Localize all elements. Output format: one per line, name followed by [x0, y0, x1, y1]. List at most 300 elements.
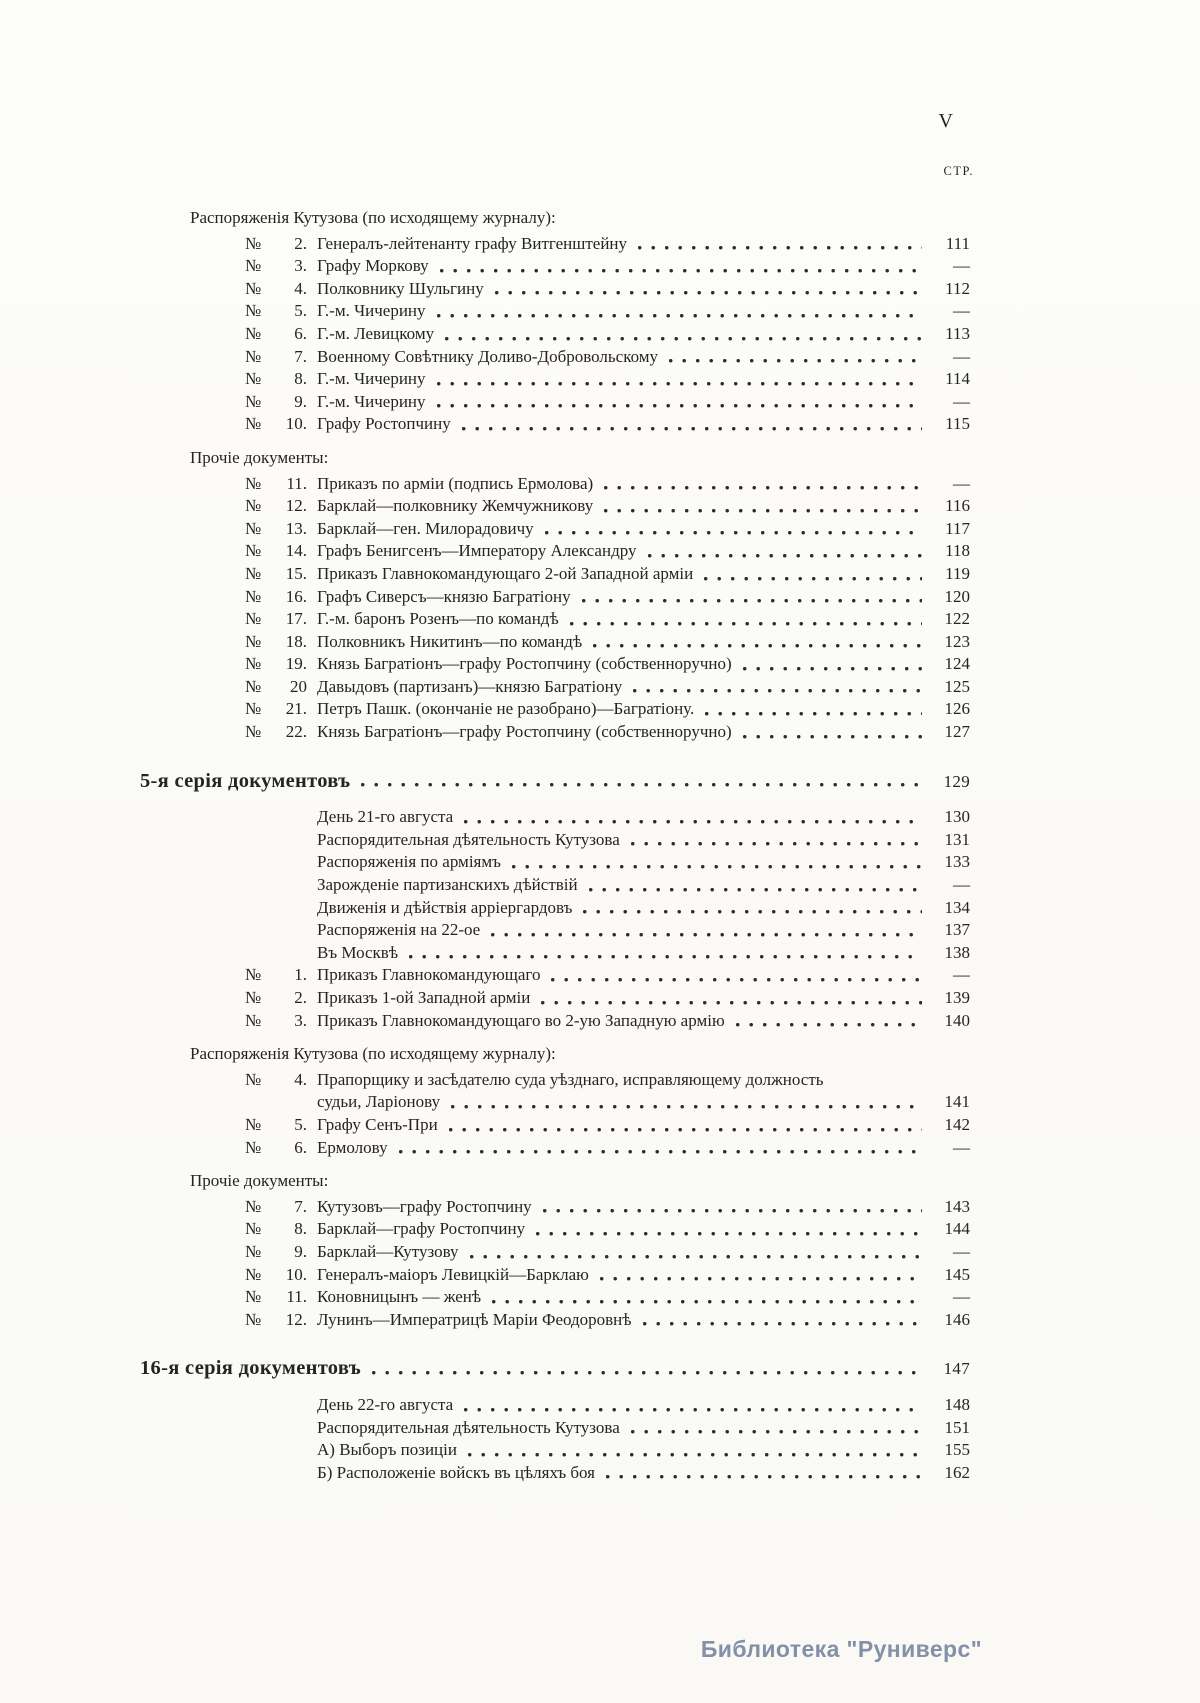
numero-sign: № [245, 563, 262, 583]
entry-number [245, 300, 307, 323]
entry-number-value: 8. [294, 1219, 307, 1239]
entry-page-number: 115 [945, 414, 970, 434]
entry-number [245, 676, 307, 699]
toc-entry [140, 1137, 970, 1160]
entry-title: Г.-м. Чичерину [317, 369, 426, 389]
dot-leader [409, 955, 922, 959]
entry-title: Кутузовъ—графу Ростопчину [317, 1196, 532, 1216]
entry-page-number: 120 [944, 586, 970, 606]
dot-leader [648, 554, 923, 558]
entry-title: День 22-го августа [317, 1394, 454, 1414]
entry-number [245, 391, 307, 414]
entry-number [245, 540, 307, 563]
table-of-contents [140, 196, 970, 1484]
library-watermark: Библиотека "Руниверс" [700, 1636, 982, 1662]
dot-leader [468, 1453, 922, 1457]
entry-number [245, 1286, 307, 1309]
entry-number-value: 3. [294, 1010, 307, 1030]
dot-leader [606, 1475, 922, 1479]
entry-page-number: 112 [945, 278, 970, 298]
toc-entry [140, 300, 970, 323]
toc-entry [140, 851, 970, 874]
toc-section [140, 1170, 970, 1331]
entry-page-number: 155 [944, 1440, 970, 1460]
entry-number-value: 18. [285, 631, 307, 651]
entry-number-value: 8. [294, 369, 307, 389]
toc-entry [140, 1069, 970, 1092]
entry-title: Прапорщику и засѣдателю суда уѣзднаго, исправляющему должность [317, 1069, 824, 1089]
dot-leader [704, 577, 922, 581]
toc-entry [140, 806, 970, 829]
dot-leader [541, 1001, 922, 1005]
numero-sign: № [245, 1137, 262, 1157]
entry-page-number: — [953, 1137, 970, 1157]
toc-entry [140, 897, 970, 920]
series-page-number: 129 [943, 771, 970, 791]
entry-page-number: 126 [944, 699, 970, 719]
entry-page-number: 162 [944, 1462, 970, 1482]
dot-leader [743, 667, 922, 671]
entry-page-number: 148 [944, 1394, 970, 1414]
entry-number-value: 12. [285, 1309, 307, 1329]
entry-title: Распоряженія на 22-ое [317, 920, 481, 940]
entry-number-value: 3. [294, 256, 307, 276]
entry-title: Барклай—графу Ростопчину [317, 1219, 526, 1239]
toc-section [140, 1043, 970, 1159]
toc-section [140, 207, 970, 436]
dot-leader [495, 291, 922, 295]
dot-leader [512, 865, 922, 869]
entry-number [245, 346, 307, 369]
toc-entry [140, 987, 970, 1010]
entry-page-number: 125 [944, 676, 970, 696]
toc-entry [140, 721, 970, 744]
numero-sign: № [245, 346, 262, 366]
entry-number-value: 10. [285, 1264, 307, 1284]
numero-sign: № [245, 1264, 262, 1284]
entry-number-value: 13. [285, 518, 307, 538]
numero-sign: № [245, 278, 262, 298]
entry-number [245, 586, 307, 609]
dot-leader [633, 689, 922, 693]
dot-leader [451, 1105, 922, 1109]
folio-page-number: V [938, 110, 954, 132]
entry-number [245, 608, 307, 631]
entry-page-number: 118 [945, 541, 970, 561]
entry-title: Полковнику Шульгину [317, 278, 484, 298]
entry-number-value: 11. [286, 473, 307, 493]
entry-page-number: 139 [944, 988, 970, 1007]
toc-entry [140, 698, 970, 721]
dot-leader [736, 1023, 922, 1027]
entry-number [245, 1196, 307, 1219]
entry-title: Графъ Сиверсъ—князю Багратіону [317, 586, 571, 606]
dot-leader [743, 735, 922, 739]
dot-leader [536, 1232, 922, 1236]
series-heading [140, 1357, 970, 1381]
dot-leader [604, 509, 922, 513]
toc-entry [140, 1309, 970, 1332]
entry-page-number: 138 [944, 942, 970, 962]
entry-page-number: 145 [944, 1264, 970, 1284]
entry-number [245, 473, 307, 496]
entry-title: Графу Ростопчину [317, 414, 451, 434]
dot-leader [643, 1322, 922, 1326]
entry-title: Приказъ Главнокомандующаго во 2-ую Западную армію [317, 1010, 725, 1030]
entry-title: Г.-м. Чичерину [317, 391, 426, 411]
dot-leader [464, 1408, 922, 1412]
entry-number [245, 255, 307, 278]
entry-page-number: — [953, 473, 970, 493]
entry-number-value: 9. [294, 391, 307, 411]
toc-entry [140, 964, 970, 987]
toc-entry [140, 368, 970, 391]
entry-number-value: 11. [286, 1287, 307, 1307]
entry-number [245, 1241, 307, 1264]
entry-title: Приказъ по арміи (подпись Ермолова) [317, 473, 594, 493]
numero-sign: № [245, 965, 262, 985]
entry-title: Князь Багратіонъ—графу Ростопчину (собственноручно) [317, 654, 732, 674]
entry-title: Г.-м. Левицкому [317, 323, 435, 343]
entry-number [245, 1114, 307, 1137]
entry-page-number: 134 [944, 897, 970, 917]
entry-number [245, 1309, 307, 1332]
dot-leader [604, 486, 922, 490]
entry-number [245, 1218, 307, 1241]
dot-leader [491, 933, 922, 937]
entry-title: Графу Сенъ-При [317, 1114, 438, 1134]
toc-entry [140, 391, 970, 414]
group-heading: Распоряженія Кутузова (по исходящему журналу): [190, 208, 556, 227]
entry-title: Приказъ Главнокомандующаго 2-ой Западной арміи [317, 563, 694, 583]
entry-number [245, 518, 307, 541]
toc-entry [140, 1010, 970, 1033]
toc-entry [140, 1394, 970, 1417]
entry-number-value: 5. [294, 1114, 307, 1134]
entry-number [245, 653, 307, 676]
entry-page-number: 133 [944, 852, 970, 872]
entry-page-number: 114 [945, 369, 970, 389]
dot-leader [589, 888, 922, 892]
entry-number [245, 1069, 307, 1092]
entry-number-value: 14. [285, 541, 307, 561]
entry-title: Въ Москвѣ [317, 942, 399, 962]
entry-number [245, 563, 307, 586]
entry-number-value: 20 [290, 676, 307, 696]
entry-page-number: 124 [944, 654, 970, 674]
entry-page-number: — [953, 301, 970, 321]
entry-title: Графу Моркову [317, 256, 429, 276]
entry-number [245, 278, 307, 301]
entry-page-number: 122 [944, 609, 970, 629]
entry-page-number: 140 [944, 1010, 970, 1030]
entry-number-value: 6. [294, 323, 307, 343]
numero-sign: № [245, 323, 262, 343]
entry-number-value: 7. [294, 1196, 307, 1216]
numero-sign: № [245, 301, 262, 321]
numero-sign: № [245, 1010, 262, 1030]
entry-number-value: 2. [294, 988, 307, 1007]
numero-sign: № [245, 233, 262, 253]
entry-number-value: 1. [294, 965, 307, 985]
dot-leader [543, 1209, 922, 1213]
entry-title: Полковникъ Никитинъ—по командѣ [317, 631, 583, 651]
entry-page-number: 119 [945, 563, 970, 583]
entry-title: Коновницынъ — женѣ [317, 1287, 482, 1307]
toc-entry [140, 563, 970, 586]
entry-page-number: 127 [944, 722, 970, 742]
toc-entry [140, 1218, 970, 1241]
entry-title: Лунинъ—Императрицѣ Маріи Феодоровнѣ [317, 1309, 632, 1329]
toc-section [140, 770, 970, 1033]
entry-page-number: — [953, 1241, 970, 1261]
toc-entry [140, 919, 970, 942]
entry-title: Графъ Бенигсенъ—Императору Александру [317, 541, 637, 561]
series-title: 5-я серія документовъ [140, 769, 351, 792]
entry-number-value: 4. [294, 278, 307, 298]
entry-page-number: 141 [944, 1092, 970, 1112]
entry-page-number: 146 [944, 1309, 970, 1329]
entry-page-number: — [953, 875, 970, 895]
numero-sign: № [245, 1069, 262, 1089]
entry-title: Петръ Пашк. (окончаніе не разобрано)—Багратіону. [317, 699, 695, 719]
dot-leader [440, 269, 922, 273]
toc-entry [140, 413, 970, 436]
entry-number-value: 19. [285, 654, 307, 674]
entry-title: А) Выборъ позиціи [317, 1440, 457, 1460]
entry-title: Г.-м. баронъ Розенъ—по командѣ [317, 609, 559, 629]
entry-number [245, 964, 307, 987]
entry-page-number: 131 [944, 829, 970, 849]
group-heading: Распоряженія Кутузова (по исходящему журналу): [190, 1044, 556, 1064]
toc-entry [140, 255, 970, 278]
entry-number-value: 10. [285, 414, 307, 434]
dot-leader [705, 712, 922, 716]
entry-page-number: 130 [944, 807, 970, 827]
toc-entry [140, 278, 970, 301]
toc-entry [140, 1264, 970, 1287]
toc-entry [140, 1114, 970, 1137]
toc-entry [140, 1462, 970, 1485]
entry-page-number: 137 [944, 920, 970, 940]
dot-leader [545, 531, 922, 535]
entry-title: Давыдовъ (партизанъ)—князю Багратіону [317, 676, 623, 696]
toc-entry [140, 676, 970, 699]
dot-leader [551, 978, 922, 982]
toc-entry [140, 495, 970, 518]
numero-sign: № [245, 414, 262, 434]
entry-title: Ермолову [317, 1137, 388, 1157]
series-heading [140, 770, 970, 794]
toc-entry [140, 518, 970, 541]
entry-title: Движенія и дѣйствія арріергардовъ [317, 897, 573, 917]
toc-entry [140, 1439, 970, 1462]
dot-leader [464, 820, 922, 824]
entry-number [245, 698, 307, 721]
entry-page-number: — [953, 256, 970, 276]
entry-number-value: 15. [285, 563, 307, 583]
entry-page-number: 111 [945, 233, 970, 253]
entry-number-value: 21. [285, 699, 307, 719]
entry-number-value: 12. [285, 496, 307, 516]
numero-sign: № [245, 609, 262, 629]
entry-number [245, 721, 307, 744]
toc-section [140, 1357, 970, 1484]
entry-title: Б) Расположеніе войскъ въ цѣляхъ боя [317, 1462, 596, 1482]
toc-section [140, 447, 970, 744]
entry-title: День 21-го августа [317, 807, 454, 827]
numero-sign: № [245, 391, 262, 411]
entry-page-number: — [953, 965, 970, 985]
entry-number [245, 413, 307, 436]
toc-entry [140, 1286, 970, 1309]
series-page-number: 147 [943, 1359, 970, 1379]
entry-title: Генералъ-маіоръ Левицкій—Барклаю [317, 1264, 589, 1284]
dot-leader [593, 644, 922, 648]
entry-number-value: 22. [285, 722, 307, 742]
toc-entry [140, 586, 970, 609]
numero-sign: № [245, 541, 262, 561]
entry-number [245, 368, 307, 391]
numero-sign: № [245, 631, 262, 651]
entry-page-number: 116 [945, 496, 970, 516]
entry-page-number: 117 [945, 518, 970, 538]
dot-leader [437, 382, 922, 386]
numero-sign: № [245, 676, 262, 696]
numero-sign: № [245, 473, 262, 493]
dot-leader [372, 1371, 922, 1375]
entry-page-number: 143 [944, 1196, 970, 1216]
dot-leader [669, 359, 922, 363]
entry-number [245, 1137, 307, 1160]
entry-number-value: 5. [294, 301, 307, 321]
entry-page-number: 144 [944, 1219, 970, 1239]
numero-sign: № [245, 722, 262, 742]
dot-leader [492, 1300, 922, 1304]
entry-title: Распорядительная дѣятельность Кутузова [317, 1417, 620, 1437]
numero-sign: № [245, 586, 262, 606]
toc-entry [140, 323, 970, 346]
dot-leader [437, 314, 922, 318]
numero-sign: № [245, 1219, 262, 1239]
entry-title: Распоряженія по арміямъ [317, 852, 501, 872]
toc-entry [140, 233, 970, 256]
toc-entry [140, 829, 970, 852]
dot-leader [600, 1277, 922, 1281]
entry-number-value: 17. [285, 609, 307, 629]
entry-number-value: 4. [294, 1069, 307, 1089]
entry-page-number: — [953, 1287, 970, 1307]
toc-entry [140, 473, 970, 496]
toc-entry-continuation [140, 1091, 970, 1114]
dot-leader [445, 337, 922, 341]
entry-page-number: 142 [944, 1114, 970, 1134]
entry-number [245, 631, 307, 654]
numero-sign: № [245, 496, 262, 516]
entry-title: Приказъ 1-ой Западной арміи [317, 988, 531, 1007]
entry-number [245, 1010, 307, 1033]
toc-entry [140, 608, 970, 631]
entry-number-value: 2. [294, 233, 307, 253]
numero-sign: № [245, 518, 262, 538]
entry-title: Барклай—Кутузову [317, 1241, 459, 1261]
numero-sign: № [245, 1114, 262, 1134]
entry-number-value: 16. [285, 586, 307, 606]
numero-sign: № [245, 1309, 262, 1329]
toc-entry [140, 653, 970, 676]
toc-entry [140, 942, 970, 965]
entry-page-number: 113 [945, 323, 970, 343]
entry-number [245, 233, 307, 256]
dot-leader [437, 404, 922, 408]
entry-number [245, 987, 307, 1010]
entry-number-value: 9. [294, 1241, 307, 1261]
dot-leader [583, 910, 922, 914]
dot-leader [638, 246, 922, 250]
toc-entry [140, 1196, 970, 1219]
entry-title: Приказъ Главнокомандующаго [317, 965, 541, 985]
entry-title: Генералъ-лейтенанту графу Витгенштейну [317, 233, 628, 253]
dot-leader [361, 783, 922, 787]
numero-sign: № [245, 1196, 262, 1216]
numero-sign: № [245, 699, 262, 719]
series-title: 16-я серія документовъ [140, 1357, 361, 1380]
dot-leader [570, 622, 922, 626]
dot-leader [631, 1430, 922, 1434]
entry-title: Князь Багратіонъ—графу Ростопчину (собственноручно) [317, 722, 732, 742]
entry-page-number: — [953, 346, 970, 366]
entry-title: Барклай—ген. Милорадовичу [317, 518, 534, 538]
toc-entry [140, 631, 970, 654]
entry-title: Зарожденіе партизанскихъ дѣйствій [317, 875, 578, 895]
group-heading: Прочіе документы: [190, 447, 329, 467]
entry-number [245, 1264, 307, 1287]
numero-sign: № [245, 369, 262, 389]
entry-title: Г.-м. Чичерину [317, 301, 426, 321]
toc-entry [140, 1241, 970, 1264]
dot-leader [449, 1128, 922, 1132]
page-column-header: СТР. [943, 164, 974, 178]
numero-sign: № [245, 654, 262, 674]
entry-title: Военному Совѣтнику Доливо-Добровольскому [317, 346, 659, 366]
dot-leader [582, 599, 922, 603]
numero-sign: № [245, 256, 262, 276]
entry-page-number: — [953, 391, 970, 411]
numero-sign: № [245, 1241, 262, 1261]
toc-entry [140, 874, 970, 897]
toc-entry [140, 540, 970, 563]
group-heading: Прочіе документы: [190, 1171, 329, 1191]
numero-sign: № [245, 988, 262, 1007]
dot-leader [462, 427, 922, 431]
entry-number-value: 7. [294, 346, 307, 366]
entry-number-value: 6. [294, 1137, 307, 1157]
toc-entry [140, 346, 970, 369]
entry-title: Распорядительная дѣятельность Кутузова [317, 829, 620, 849]
entry-number [245, 495, 307, 518]
entry-number [245, 323, 307, 346]
numero-sign: № [245, 1287, 262, 1307]
entry-title-continuation: судьи, Ларіонову [317, 1092, 441, 1112]
dot-leader [470, 1255, 922, 1259]
entry-page-number: 151 [944, 1417, 970, 1437]
entry-title: Барклай—полковнику Жемчужникову [317, 496, 594, 516]
entry-page-number: 123 [944, 631, 970, 651]
dot-leader [399, 1150, 922, 1154]
toc-entry [140, 1417, 970, 1440]
toc-sections [140, 207, 970, 1484]
dot-leader [631, 842, 922, 846]
